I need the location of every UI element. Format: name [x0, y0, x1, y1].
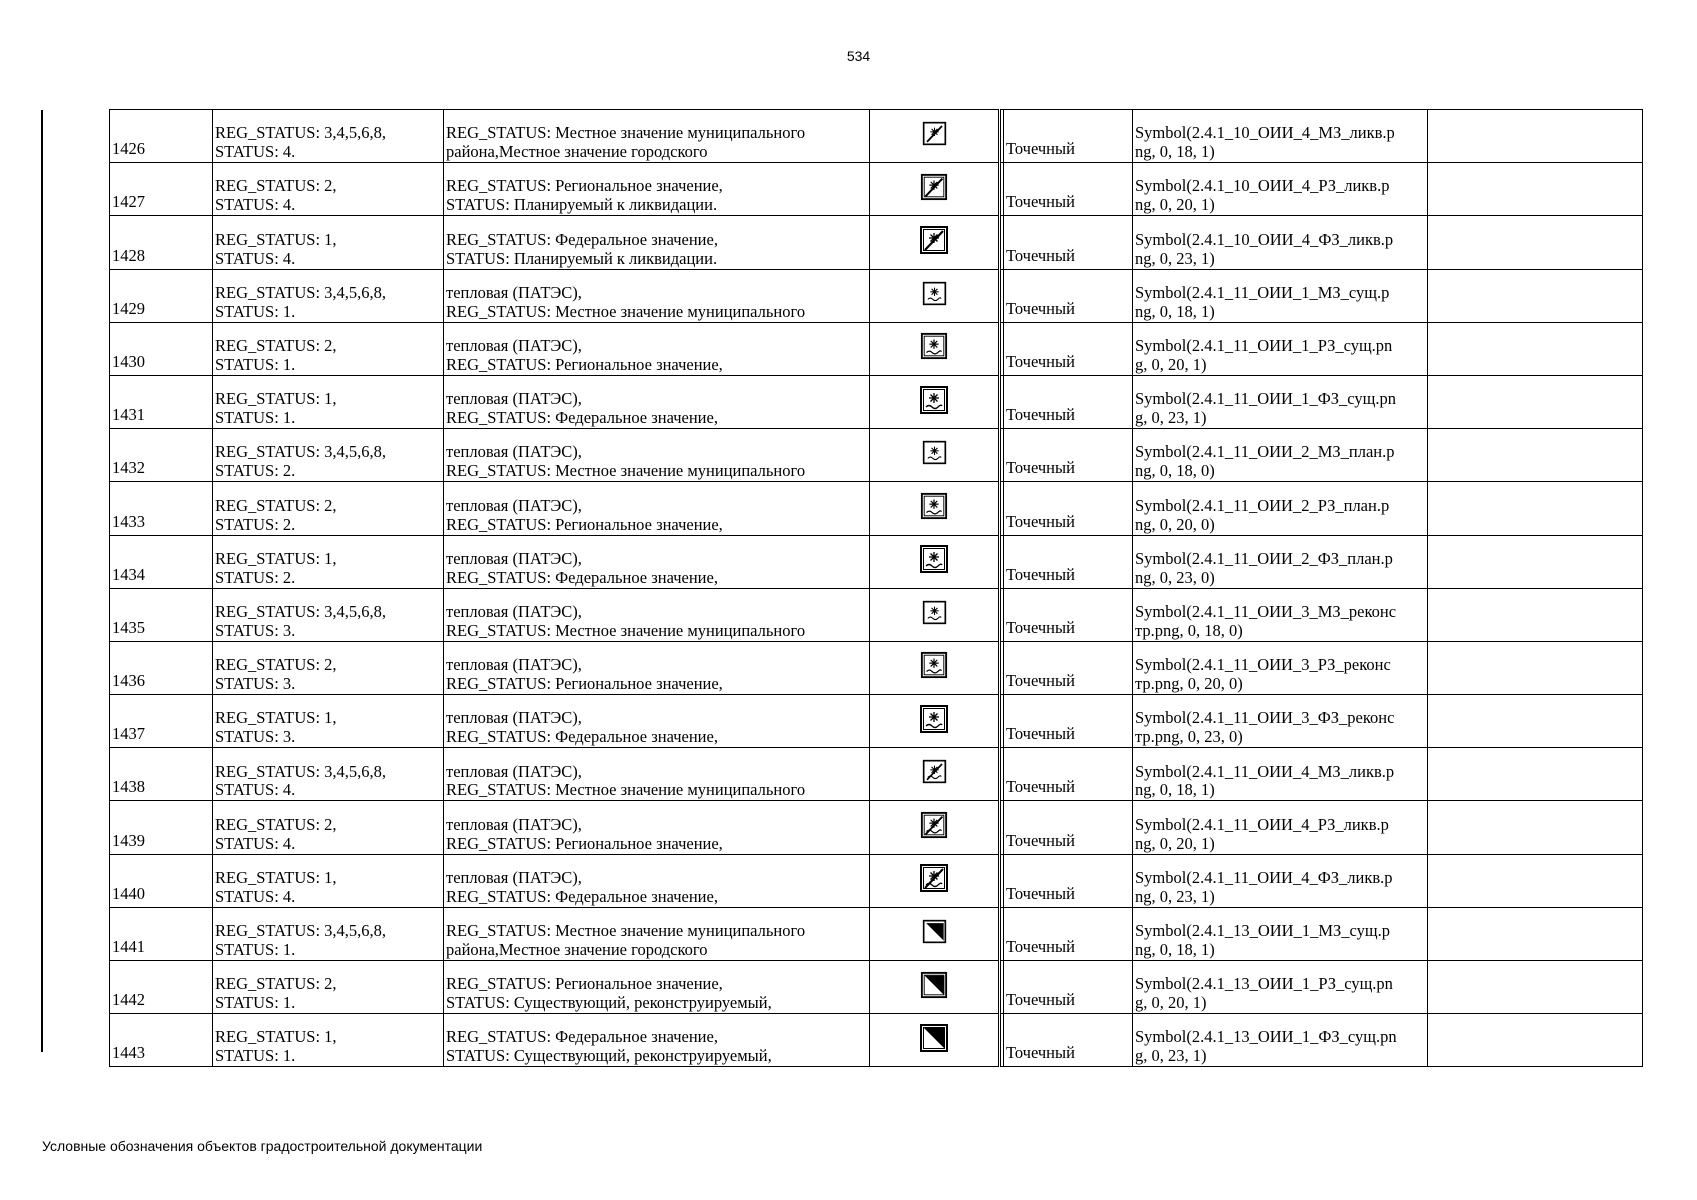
reg-status-line: REG_STATUS: 1,	[215, 708, 337, 728]
reg-status-line: REG_STATUS: 1,	[215, 389, 337, 409]
reg-status-cell	[213, 961, 444, 1014]
symbol-spec-line: ng, 0, 20, 1)	[1135, 833, 1215, 853]
symbol-preview-cell	[870, 535, 1000, 588]
symbol-spec-line: тр.png, 0, 20, 0)	[1135, 674, 1243, 694]
description-line: REG_STATUS: Местное значение муниципального	[446, 301, 806, 321]
symbol-spec-cell	[1133, 216, 1428, 269]
description-line: REG_STATUS: Федеральное значение,	[446, 229, 718, 249]
symbol-spec-line: Symbol(2.4.1_13_ОИИ_1_МЗ_сущ.p	[1135, 921, 1390, 941]
symbol-spec-cell	[1133, 163, 1428, 216]
symbol-spec-cell	[1133, 695, 1428, 748]
description-cell	[444, 216, 870, 269]
thermal-station-icon	[920, 332, 948, 360]
symbol-spec-cell	[1133, 269, 1428, 322]
symbol-spec-cell	[1133, 588, 1428, 641]
description-cell	[444, 163, 870, 216]
reg-status-cell	[213, 1014, 444, 1067]
table-row	[110, 907, 1643, 960]
table-row	[110, 322, 1643, 375]
description-cell	[444, 695, 870, 748]
symbol-spec-line: Symbol(2.4.1_13_ОИИ_1_РЗ_сущ.pn	[1135, 974, 1393, 994]
row-number-cell: 1428	[110, 216, 213, 269]
symbol-spec-cell	[1133, 535, 1428, 588]
symbol-preview-cell	[870, 375, 1000, 428]
reg-status-line: REG_STATUS: 2,	[215, 974, 337, 994]
description-cell	[444, 801, 870, 854]
symbol-spec-line: ng, 0, 18, 0)	[1135, 461, 1215, 481]
empty-cell	[1428, 907, 1643, 960]
description-line: REG_STATUS: Федеральное значение,	[446, 567, 718, 587]
symbol-spec-cell	[1133, 907, 1428, 960]
description-line: тепловая (ПАТЭС),	[446, 336, 582, 355]
symbol-spec-line: Symbol(2.4.1_11_ОИИ_4_ФЗ_ликв.p	[1135, 867, 1393, 887]
reg-status-line: STATUS: 1.	[215, 408, 296, 428]
reg-status-cell	[213, 429, 444, 482]
symbol-spec-cell	[1133, 429, 1428, 482]
geometry-type-cell: Точечный	[1004, 429, 1133, 482]
thermal-liquidation-icon	[919, 863, 949, 893]
table-row	[110, 482, 1643, 535]
geometry-type-cell: Точечный	[1004, 163, 1133, 216]
symbol-preview-cell	[870, 110, 1000, 163]
description-line: STATUS: Существующий, реконструируемый,	[446, 993, 772, 1013]
geometry-type-cell: Точечный	[1004, 641, 1133, 694]
symbol-spec-cell	[1133, 482, 1428, 535]
table-row	[110, 854, 1643, 907]
description-cell	[444, 110, 870, 163]
reg-status-line: REG_STATUS: 2,	[215, 655, 337, 675]
description-line: тепловая (ПАТЭС),	[446, 442, 582, 462]
reg-status-line: STATUS: 1.	[215, 940, 296, 960]
description-line: тепловая (ПАТЭС),	[446, 814, 582, 834]
row-number-cell: 1443	[110, 1014, 213, 1067]
description-line: REG_STATUS: Региональное значение,	[446, 354, 723, 374]
reg-status-line: REG_STATUS: 2,	[215, 176, 337, 196]
geometry-type-cell: Точечный	[1004, 269, 1133, 322]
reg-status-cell	[213, 907, 444, 960]
empty-cell	[1428, 216, 1643, 269]
row-number-cell: 1437	[110, 695, 213, 748]
description-line: района,Местное значение городского	[446, 940, 708, 960]
reg-status-line: REG_STATUS: 1,	[215, 229, 337, 249]
table-row	[110, 961, 1643, 1014]
empty-cell	[1428, 588, 1643, 641]
symbol-preview-cell	[870, 854, 1000, 907]
description-line: REG_STATUS: Местное значение муниципального	[446, 780, 806, 800]
description-line: REG_STATUS: Региональное значение,	[446, 974, 723, 994]
row-number-cell: 1436	[110, 641, 213, 694]
reg-status-cell	[213, 482, 444, 535]
description-line: тепловая (ПАТЭС),	[446, 867, 582, 887]
corner-triangle-icon	[919, 1023, 949, 1053]
reg-status-line: REG_STATUS: 3,4,5,6,8,	[215, 123, 387, 143]
reg-status-cell	[213, 748, 444, 801]
empty-cell	[1428, 375, 1643, 428]
reg-status-line: STATUS: 2.	[215, 461, 296, 481]
description-line: REG_STATUS: Федеральное значение,	[446, 886, 718, 906]
row-number-cell: 1430	[110, 322, 213, 375]
symbol-spec-cell	[1133, 641, 1428, 694]
liquidation-diagonal-icon	[922, 121, 947, 146]
geometry-type-cell: Точечный	[1004, 907, 1133, 960]
empty-cell	[1428, 322, 1643, 375]
symbol-preview-cell	[870, 695, 1000, 748]
thermal-station-icon	[922, 600, 947, 625]
symbol-spec-line: g, 0, 20, 1)	[1135, 354, 1207, 374]
reg-status-cell	[213, 322, 444, 375]
symbol-preview-cell	[870, 588, 1000, 641]
symbol-preview-cell	[870, 748, 1000, 801]
symbol-spec-line: ng, 0, 23, 1)	[1135, 248, 1215, 268]
description-line: тепловая (ПАТЭС),	[446, 495, 582, 515]
description-cell	[444, 907, 870, 960]
symbols-table	[109, 109, 1643, 1067]
row-number-cell: 1434	[110, 535, 213, 588]
symbol-spec-line: Symbol(2.4.1_11_ОИИ_2_МЗ_план.p	[1135, 442, 1395, 462]
description-cell	[444, 748, 870, 801]
left-margin-rule	[41, 110, 43, 1052]
empty-cell	[1428, 801, 1643, 854]
symbol-spec-line: Symbol(2.4.1_13_ОИИ_1_ФЗ_сущ.pn	[1135, 1027, 1397, 1047]
table-row	[110, 216, 1643, 269]
reg-status-line: STATUS: 3.	[215, 727, 296, 747]
reg-status-line: STATUS: 4.	[215, 195, 296, 215]
geometry-type-cell: Точечный	[1004, 482, 1133, 535]
reg-status-line: STATUS: 1.	[215, 301, 296, 321]
thermal-station-icon	[919, 385, 949, 415]
reg-status-cell	[213, 588, 444, 641]
row-number-cell: 1441	[110, 907, 213, 960]
description-line: REG_STATUS: Региональное значение,	[446, 833, 723, 853]
description-line: тепловая (ПАТЭС),	[446, 282, 582, 302]
symbol-spec-line: Symbol(2.4.1_11_ОИИ_4_РЗ_ликв.p	[1135, 814, 1389, 834]
symbol-spec-line: g, 0, 23, 1)	[1135, 408, 1207, 428]
symbol-spec-line: Symbol(2.4.1_11_ОИИ_1_ФЗ_сущ.pn	[1135, 389, 1396, 409]
description-line: REG_STATUS: Региональное значение,	[446, 514, 723, 534]
symbol-spec-cell	[1133, 748, 1428, 801]
description-cell	[444, 429, 870, 482]
reg-status-cell	[213, 375, 444, 428]
description-cell	[444, 482, 870, 535]
description-cell	[444, 535, 870, 588]
geometry-type-cell: Точечный	[1004, 216, 1133, 269]
geometry-type-cell: Точечный	[1004, 375, 1133, 428]
reg-status-line: REG_STATUS: 3,4,5,6,8,	[215, 921, 387, 941]
row-number-cell: 1431	[110, 375, 213, 428]
symbol-spec-line: ng, 0, 18, 1)	[1135, 940, 1215, 960]
table-row	[110, 110, 1643, 163]
symbol-preview-cell	[870, 429, 1000, 482]
description-line: района,Местное значение городского	[446, 142, 708, 162]
symbol-spec-line: g, 0, 23, 1)	[1135, 1046, 1207, 1066]
reg-status-line: REG_STATUS: 2,	[215, 336, 337, 355]
empty-cell	[1428, 429, 1643, 482]
symbol-preview-cell	[870, 1014, 1000, 1067]
thermal-liquidation-icon	[920, 811, 948, 839]
description-line: REG_STATUS: Федеральное значение,	[446, 408, 718, 428]
liquidation-diagonal-icon	[920, 173, 948, 201]
table-row	[110, 695, 1643, 748]
symbol-preview-cell	[870, 907, 1000, 960]
symbol-spec-line: g, 0, 20, 1)	[1135, 993, 1207, 1013]
geometry-type-cell: Точечный	[1004, 1014, 1133, 1067]
symbol-spec-line: Symbol(2.4.1_10_ОИИ_4_ФЗ_ликв.p	[1135, 229, 1394, 249]
symbol-spec-line: Symbol(2.4.1_10_ОИИ_4_РЗ_ликв.p	[1135, 176, 1390, 196]
symbol-preview-cell	[870, 322, 1000, 375]
empty-cell	[1428, 482, 1643, 535]
description-cell	[444, 854, 870, 907]
symbol-spec-line: Symbol(2.4.1_11_ОИИ_3_ФЗ_реконс	[1135, 708, 1395, 728]
empty-cell	[1428, 854, 1643, 907]
description-line: REG_STATUS: Региональное значение,	[446, 176, 723, 196]
symbol-spec-line: тр.png, 0, 18, 0)	[1135, 620, 1243, 640]
reg-status-line: REG_STATUS: 1,	[215, 1027, 337, 1047]
row-number-cell: 1439	[110, 801, 213, 854]
symbol-spec-cell	[1133, 1014, 1428, 1067]
symbol-spec-line: ng, 0, 20, 0)	[1135, 514, 1215, 534]
reg-status-line: STATUS: 1.	[215, 1046, 296, 1066]
description-cell	[444, 375, 870, 428]
symbol-spec-line: ng, 0, 18, 1)	[1135, 780, 1215, 800]
reg-status-line: REG_STATUS: 3,4,5,6,8,	[215, 442, 387, 462]
description-line: REG_STATUS: Местное значение муниципального	[446, 461, 806, 481]
description-line: тепловая (ПАТЭС),	[446, 601, 582, 621]
reg-status-line: STATUS: 4.	[215, 248, 296, 268]
thermal-station-icon	[919, 544, 949, 574]
symbol-preview-cell	[870, 482, 1000, 535]
symbol-spec-line: Symbol(2.4.1_11_ОИИ_3_РЗ_реконс	[1135, 655, 1391, 675]
description-line: STATUS: Планируемый к ликвидации.	[446, 248, 718, 268]
empty-cell	[1428, 269, 1643, 322]
liquidation-diagonal-icon	[919, 225, 949, 255]
thermal-liquidation-icon	[922, 759, 947, 784]
reg-status-line: REG_STATUS: 3,4,5,6,8,	[215, 601, 387, 621]
symbol-preview-cell	[870, 163, 1000, 216]
row-number-cell: 1442	[110, 961, 213, 1014]
description-line: REG_STATUS: Местное значение муниципального	[446, 620, 806, 640]
symbol-spec-line: ng, 0, 23, 0)	[1135, 567, 1215, 587]
empty-cell	[1428, 695, 1643, 748]
description-line: REG_STATUS: Региональное значение,	[446, 674, 723, 694]
reg-status-cell	[213, 854, 444, 907]
description-line: STATUS: Планируемый к ликвидации.	[446, 195, 718, 215]
symbol-spec-cell	[1133, 322, 1428, 375]
reg-status-line: STATUS: 3.	[215, 620, 296, 640]
symbol-spec-line: Symbol(2.4.1_10_ОИИ_4_МЗ_ликв.p	[1135, 123, 1395, 143]
empty-cell	[1428, 748, 1643, 801]
row-number-cell: 1427	[110, 163, 213, 216]
table-row	[110, 429, 1643, 482]
page-number: 534	[846, 48, 871, 64]
description-line: STATUS: Существующий, реконструируемый,	[446, 1046, 772, 1066]
table-row	[110, 801, 1643, 854]
reg-status-line: REG_STATUS: 1,	[215, 548, 337, 568]
reg-status-line: STATUS: 4.	[215, 833, 296, 853]
symbol-spec-line: Symbol(2.4.1_11_ОИИ_2_РЗ_план.p	[1135, 495, 1390, 515]
reg-status-line: REG_STATUS: 3,4,5,6,8,	[215, 761, 387, 781]
table-row	[110, 269, 1643, 322]
description-line: REG_STATUS: Федеральное значение,	[446, 1027, 718, 1047]
reg-status-line: REG_STATUS: 2,	[215, 495, 337, 515]
description-line: тепловая (ПАТЭС),	[446, 389, 582, 409]
row-number-cell: 1426	[110, 110, 213, 163]
geometry-type-cell: Точечный	[1004, 695, 1133, 748]
description-cell	[444, 269, 870, 322]
reg-status-line: STATUS: 4.	[215, 886, 296, 906]
symbol-spec-cell	[1133, 854, 1428, 907]
geometry-type-cell: Точечный	[1004, 322, 1133, 375]
symbol-spec-line: Symbol(2.4.1_11_ОИИ_4_МЗ_ликв.p	[1135, 761, 1395, 781]
symbols-table-body	[110, 110, 1643, 1067]
symbol-spec-line: тр.png, 0, 23, 0)	[1135, 727, 1243, 747]
description-cell	[444, 322, 870, 375]
symbol-preview-cell	[870, 961, 1000, 1014]
reg-status-cell	[213, 535, 444, 588]
table-row	[110, 375, 1643, 428]
symbol-spec-cell	[1133, 110, 1428, 163]
symbol-preview-cell	[870, 216, 1000, 269]
corner-triangle-icon	[920, 971, 948, 999]
row-number-cell: 1432	[110, 429, 213, 482]
footer-caption: Условные обозначения объектов градостроительной документации	[42, 1138, 483, 1154]
description-cell	[444, 641, 870, 694]
reg-status-line: STATUS: 1.	[215, 354, 296, 374]
reg-status-cell	[213, 110, 444, 163]
reg-status-line: REG_STATUS: 3,4,5,6,8,	[215, 282, 387, 302]
thermal-station-icon	[920, 651, 948, 679]
symbol-spec-line: ng, 0, 18, 1)	[1135, 142, 1215, 162]
corner-triangle-icon	[922, 919, 947, 944]
reg-status-line: STATUS: 2.	[215, 514, 296, 534]
description-cell	[444, 1014, 870, 1067]
symbol-spec-line: Symbol(2.4.1_11_ОИИ_1_МЗ_сущ.p	[1135, 282, 1390, 302]
symbol-spec-cell	[1133, 801, 1428, 854]
symbol-preview-cell	[870, 801, 1000, 854]
empty-cell	[1428, 535, 1643, 588]
reg-status-line: STATUS: 1.	[215, 993, 296, 1013]
geometry-type-cell: Точечный	[1004, 535, 1133, 588]
thermal-station-icon	[919, 704, 949, 734]
row-number-cell: 1433	[110, 482, 213, 535]
description-line: тепловая (ПАТЭС),	[446, 655, 582, 675]
reg-status-line: STATUS: 4.	[215, 142, 296, 162]
symbol-spec-cell	[1133, 375, 1428, 428]
description-line: REG_STATUS: Федеральное значение,	[446, 727, 718, 747]
geometry-type-cell: Точечный	[1004, 748, 1133, 801]
reg-status-cell	[213, 695, 444, 748]
geometry-type-cell: Точечный	[1004, 854, 1133, 907]
reg-status-cell	[213, 801, 444, 854]
reg-status-line: STATUS: 3.	[215, 674, 296, 694]
symbol-spec-line: ng, 0, 23, 1)	[1135, 886, 1215, 906]
table-row	[110, 535, 1643, 588]
thermal-station-icon	[922, 440, 947, 465]
symbol-spec-cell	[1133, 961, 1428, 1014]
reg-status-cell	[213, 269, 444, 322]
table-row	[110, 1014, 1643, 1067]
empty-cell	[1428, 961, 1643, 1014]
geometry-type-cell: Точечный	[1004, 588, 1133, 641]
geometry-type-cell: Точечный	[1004, 961, 1133, 1014]
empty-cell	[1428, 110, 1643, 163]
reg-status-line: STATUS: 2.	[215, 567, 296, 587]
table-row	[110, 588, 1643, 641]
thermal-station-icon	[920, 492, 948, 520]
table-row	[110, 163, 1643, 216]
symbol-spec-line: Symbol(2.4.1_11_ОИИ_2_ФЗ_план.p	[1135, 548, 1393, 568]
reg-status-cell	[213, 641, 444, 694]
row-number-cell: 1429	[110, 269, 213, 322]
description-line: REG_STATUS: Местное значение муниципального	[446, 123, 806, 143]
empty-cell	[1428, 641, 1643, 694]
description-cell	[444, 961, 870, 1014]
reg-status-cell	[213, 163, 444, 216]
row-number-cell: 1440	[110, 854, 213, 907]
symbol-spec-line: Symbol(2.4.1_11_ОИИ_3_МЗ_реконс	[1135, 601, 1397, 621]
reg-status-line: REG_STATUS: 1,	[215, 867, 337, 887]
geometry-type-cell: Точечный	[1004, 801, 1133, 854]
reg-status-cell	[213, 216, 444, 269]
description-cell	[444, 588, 870, 641]
empty-cell	[1428, 1014, 1643, 1067]
geometry-type-cell: Точечный	[1004, 110, 1133, 163]
symbol-preview-cell	[870, 641, 1000, 694]
row-number-cell: 1435	[110, 588, 213, 641]
table-row	[110, 748, 1643, 801]
table-row	[110, 641, 1643, 694]
thermal-station-icon	[922, 281, 947, 306]
description-line: REG_STATUS: Местное значение муниципального	[446, 921, 806, 941]
symbol-spec-line: ng, 0, 20, 1)	[1135, 195, 1215, 215]
description-line: тепловая (ПАТЭС),	[446, 708, 582, 728]
description-line: тепловая (ПАТЭС),	[446, 761, 582, 781]
description-line: тепловая (ПАТЭС),	[446, 548, 582, 568]
empty-cell	[1428, 163, 1643, 216]
row-number-cell: 1438	[110, 748, 213, 801]
reg-status-line: REG_STATUS: 2,	[215, 814, 337, 834]
symbol-spec-line: ng, 0, 18, 1)	[1135, 301, 1215, 321]
symbol-preview-cell	[870, 269, 1000, 322]
symbol-spec-line: Symbol(2.4.1_11_ОИИ_1_РЗ_сущ.pn	[1135, 336, 1393, 355]
reg-status-line: STATUS: 4.	[215, 780, 296, 800]
